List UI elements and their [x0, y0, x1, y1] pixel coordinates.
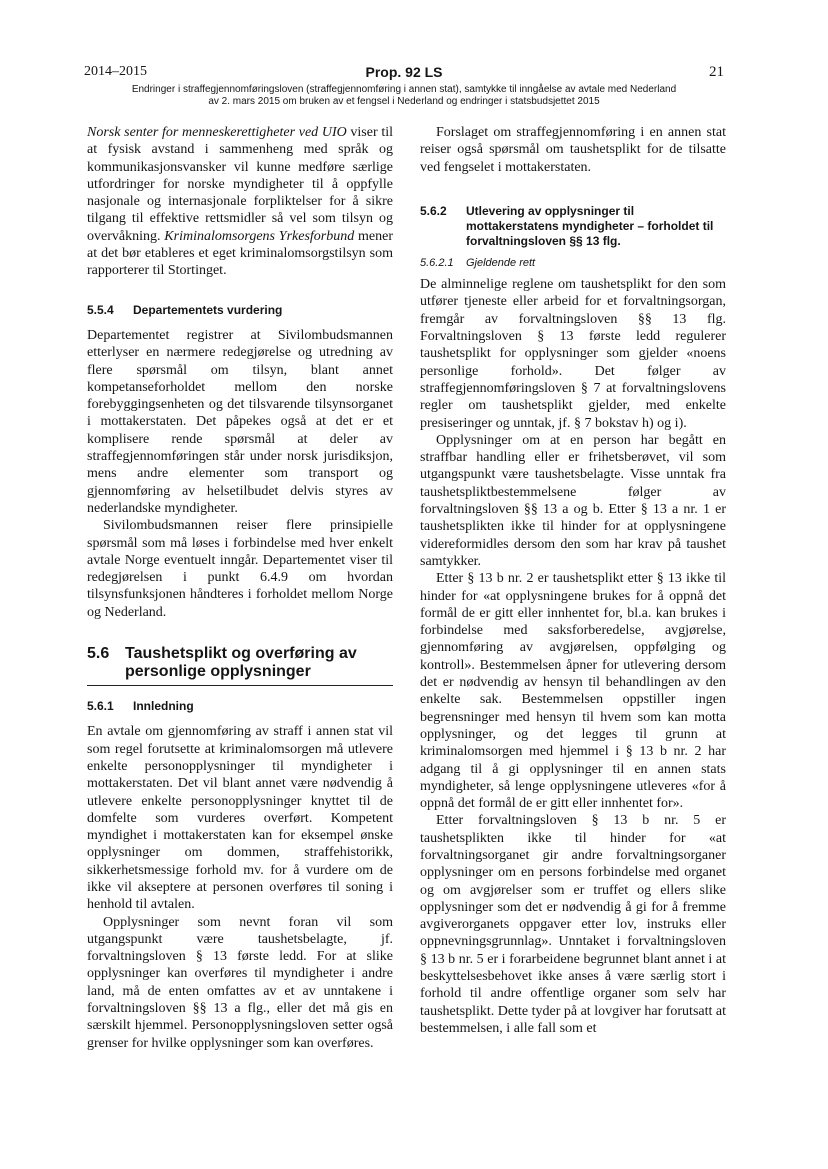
- heading-title: Gjeldende rett: [466, 256, 536, 269]
- heading-5-6-1: [87, 698, 393, 715]
- heading-title: Taushetsplikt og overføring av personlige opplysninger: [125, 645, 357, 681]
- heading-title: Innledning: [133, 699, 194, 714]
- heading-5-6: [87, 645, 393, 686]
- paragraph: Departementet registrer at Sivilombudsmannen etterlyser en nærmere redegjørelse og utredning av flere spørsmål om tilsyn, blant annet kompetanseforholdet mellom den norske forebyggingsenheten og det tilsvarende tilsynsorganet i mottakerstaten. Det påpekes også at det er et komplisere rende spørsmål at deler av straffegjennomføringen står under norsk jurisdiksjon, mens andre elementer som transport og gjennomføring av helsetilbudet delvis styres av nederlandske myndigheter.: [87, 327, 393, 516]
- page-number: 21: [709, 64, 724, 80]
- heading-title: Departementets vurdering: [133, 302, 283, 317]
- heading-number: 5.6.2: [420, 203, 447, 218]
- text-run: viser til at fysisk avstand i sammenheng med språk og kommunikasjonsvansker vil kunne medføre særlige utfordringer for norske myndigheter til å oppfylle nasjonale og internasjonale forpliktelser for å sikre tilgang til effektive rettsmidler så vel som tilsyn og overvåkning.: [87, 125, 393, 244]
- heading-5-5-4: [87, 302, 393, 319]
- paragraph: Opplysninger som nevnt foran vil som utgangspunkt være taushetsbelagte, jf. forvaltningsloven § 13 første ledd. For at slike opplysninger kan overføres til myndigheter i andre land, må de enten omfattes av et av unntakene i forvaltningsloven §§ 13 a flg., eller det må gis en særskilt hjemmel. Personopplysningsloven setter også grenser for hvilke opplysninger som kan overføres.: [87, 914, 393, 1051]
- header-subtitle-line2: av 2. mars 2015 om bruken av et fengsel i Nederland og endringer i statsbudsjettet 2015: [208, 96, 600, 107]
- paragraph: [87, 124, 393, 280]
- heading-5-6-2-1: [420, 255, 726, 272]
- italic-org: Norsk senter for menneskerettigheter ved UIO: [87, 125, 347, 140]
- proposition-number: Prop. 92 LS: [365, 64, 443, 80]
- paragraph: Opplysninger om at en person har begått en straffbar handling eller er frihetsberøvet, vil som utgangspunkt være taushetsbelagte. Visse unntak fra taushetspliktbestemmelsene følger av forvaltningsloven §§ 13 a og b. Etter § 13 a nr. 1 er taushetsplikten ikke til hinder for at opplysningene videreformidles dersom den som har krav på taushet samtykker.: [420, 432, 726, 569]
- paragraph: Etter § 13 b nr. 2 er taushetsplikt etter § 13 ikke til hinder for «at opplysningene brukes for å oppnå det formål de er gitt eller innhentet for, bl.a. kan brukes i forbindelse med saksforberedelse, avgjørelse, gjennomføring av avgjørelsen, oppfølging og kontroll». Bestemmelsen åpner for utlevering dersom det er nødvendig av hensyn til behandlingen av den enkelte sak. Bestemmelsen oppstiller ingen begrensninger med hensyn til hvem som kan motta opplysninger, og det legges til grunn at kriminalomsorgen med hjemmel i § 13 b nr. 2 har adgang til å gi opplysninger til en annen stats myndigheter, så lenge opplysningene utleveres «for å oppnå det formål de er gitt eller innhentet for».: [420, 571, 726, 812]
- paragraph: Etter forvaltningsloven § 13 b nr. 5 er taushetsplikten ikke til hinder for «at forvaltningsorganet gir andre forvaltningsorganer opplysninger om en persons forbindelse med organet og om avgjørelser som er truffet og ellers slike opplysninger som det er nødvendig å gi for å fremme avgiverorganets oppgaver etter lov, instruks eller oppnevningsgrunnlag». Unntaket i forvaltningsloven § 13 b nr. 5 er i forarbeidene begrunnet blant annet i at beskyttelsesbehovet ikke anses å være særlig stort i forhold til andre offentlige organer som selv har taushetsplikt. Dette tyder på at lovgiver har forutsatt at bestemmelsen, i alle fall som et: [420, 813, 726, 1036]
- heading-number: 5.5.4: [87, 302, 114, 317]
- italic-org: Kriminalomsorgens Yrkesforbund: [164, 228, 355, 244]
- header-subtitle-line1: Endringer i straffegjennomføringsloven (straffegjennomføring i annen stat), samtykke til inngåelse av avtale med Nederland: [131, 84, 677, 95]
- paragraph: Sivilombudsmannen reiser flere prinsipielle spørsmål som må løses i forbindelse med hver enkelt avtale Norge eventuelt inngår. Departementet viser til redegjørelsen i punkt 6.4.9 om hvordan tilsynsfunksjonen håndteres i forholdet mellom Norge og Nederland.: [87, 518, 393, 620]
- paragraph: De alminnelige reglene om taushetsplikt for den som utfører tjeneste eller arbeid for et forvaltningsorgan, fremgår av forvaltningsloven §§ 13 flg. Forvaltningsloven § 13 første ledd regulerer taushetsplikt for opplysninger som gjelder «noens personlige forhold». Det følger av straffegjennomføringsloven § 7 at forvaltningslovens regler om taushetsplikt gjelder, med enkelte presiseringer og unntak, jf. § 7 bokstav h) og i).: [420, 277, 726, 431]
- heading-title: Utlevering av opplysninger til mottakerstatens myndigheter – forholdet til forvaltningsloven §§ 13 flg.: [466, 203, 714, 248]
- right-column: [420, 124, 726, 1037]
- left-column: [87, 124, 393, 1052]
- heading-number: 5.6.1: [87, 699, 114, 714]
- text-run: mener at det bør etableres et eget kriminalomsorgstilsyn som rapporterer til Stortinget.: [87, 228, 394, 279]
- heading-5-6-2: [420, 204, 726, 249]
- heading-number: 5.6: [87, 645, 110, 663]
- heading-number: 5.6.2.1: [420, 256, 454, 269]
- header-subtitle: [84, 84, 724, 108]
- session-years: 2014–2015: [84, 64, 147, 79]
- paragraph: En avtale om gjennomføring av straff i annen stat vil som regel forutsette at kriminalomsorgen må utlevere enkelte personopplysninger til myndigheter i mottakerstaten. Det vil blant annet være nødvendig å utlevere enkelte personopplysninger knyttet til de domfelte som vurderes overført. Kompetent myndighet i mottakerstaten kan for eksempel ønske opplysninger om dommen, straffehistorikk, sikkerhetsmessige forhold mv. for å vurdere om de ikke vil akseptere at personen overføres til soning i henhold til avtalen.: [87, 724, 393, 913]
- paragraph: Forslaget om straffegjennomføring i en annen stat reiser også spørsmål om taushetsplikt for de tilsatte ved fengselet i mottakerstaten.: [420, 125, 726, 175]
